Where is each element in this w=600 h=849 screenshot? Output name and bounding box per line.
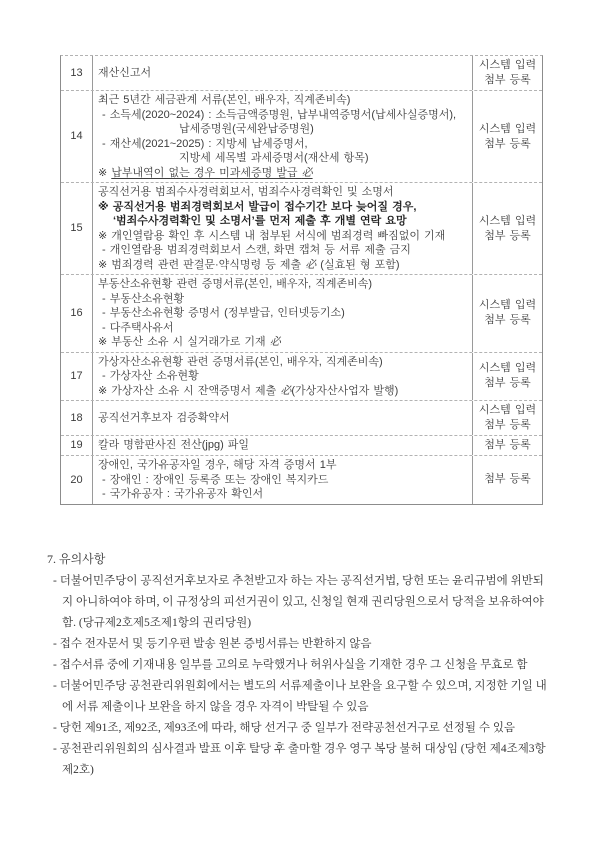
status-line: 첨부 등록	[484, 74, 531, 86]
content-line	[98, 335, 468, 350]
content-line	[98, 166, 468, 181]
text-segment: 장애인, 국가유공자일 경우, 해당 자격 증명서 1부	[98, 459, 337, 471]
row-status	[473, 353, 542, 401]
row-number: 19	[61, 436, 93, 455]
status-line: 첨부 등록	[484, 473, 531, 486]
content-line	[98, 93, 468, 108]
text-segment: 부동산소유현황 관련 증명서류(본인, 배우자, 직계존비속)	[98, 278, 373, 290]
row-number: 20	[61, 456, 93, 504]
content-line	[98, 438, 468, 453]
row-content	[93, 183, 473, 274]
text-segment: ※	[98, 166, 112, 179]
table-row	[61, 275, 542, 353]
row-number: 13	[61, 56, 93, 90]
status-line: 첨부 등록	[484, 137, 531, 150]
row-status	[473, 56, 542, 90]
content-line	[98, 355, 468, 370]
status-line: 첨부 등록	[484, 377, 531, 390]
note-item: - 더불어민주당 공천관리위원회에서는 별도의 서류제출이나 보완을 요구할 수 있으며, 지정한 기일 내에 서류 제출이나 보완을 하지 않을 경우 자격이 박탈될 수 있음	[53, 680, 547, 713]
row-status	[473, 456, 542, 504]
content-line	[98, 151, 468, 166]
content-line	[98, 411, 468, 426]
text-segment: (가상자산사업자 발행)	[291, 384, 399, 397]
status-line: 시스템 입력	[478, 404, 537, 416]
table-row	[61, 436, 542, 456]
status-line: 첨부 등록	[484, 419, 531, 431]
notes-title: 7. 유의사항	[47, 552, 106, 566]
row-status	[473, 183, 542, 274]
content-line	[98, 473, 468, 488]
content-line	[98, 384, 468, 399]
table-row	[61, 91, 542, 183]
row-content	[93, 353, 473, 401]
text-segment: - 부동산소유현황	[102, 292, 185, 305]
content-line	[98, 487, 468, 502]
text-segment: 공직선거용 범죄수사경력회보서, 범죄수사경력확인 및 소명서	[98, 186, 394, 198]
text-segment: 재산신고서	[98, 66, 152, 79]
status-line: 첨부 등록	[484, 314, 531, 327]
text-segment: ※ 부동산 소유 시 실거래가로 기재	[98, 336, 270, 348]
note-item: - 더불어민주당이 공직선거후보자로 추천받고자 하는 자는 공직선거법, 당헌 또는 윤리규범에 위반되지 아니하여야 하며, 이 규정상의 피선거권이 있고, 신청일 현재 권리당원으로서 당적을 보유하여야 함. (당규제2호제5조제1항의 권리당원)	[53, 575, 544, 629]
row-content	[93, 56, 473, 90]
status-line: 첨부 등록	[484, 439, 531, 451]
content-line	[98, 229, 468, 244]
content-line	[98, 277, 468, 292]
row-status	[473, 401, 542, 435]
row-content	[93, 456, 473, 504]
text-segment: ‘범죄수사경력확인 및 소명서’를 먼저 제출 후 개별 연락 요망	[113, 215, 407, 227]
text-segment: - 부동산소유현황 증명서 (정부발급, 인터넷등기소)	[102, 307, 345, 319]
row-number: 15	[61, 183, 93, 274]
notes-list	[47, 571, 554, 781]
content-line	[98, 66, 468, 81]
text-segment: 최근 5년간 세금관계 서류(본인, 배우자, 직계존비속)	[98, 94, 351, 106]
status-line: 시스템 입력	[478, 122, 537, 135]
required-mark: 必	[280, 383, 292, 397]
table-row	[61, 56, 542, 91]
status-line: 시스템 입력	[478, 299, 537, 312]
content-line	[98, 200, 468, 215]
text-segment: 납부내역이 없는 경우 미과세증명 발급	[111, 166, 302, 179]
note-item: - 당헌 제91조, 제92조, 제93조에 따라, 해당 선거구 중 일부가 전략공천선거구로 선정될 수 있음	[53, 722, 516, 734]
text-segment: - 가상자산 소유현황	[102, 370, 199, 382]
text-segment: - 장애인 : 장애인 등록증 또는 장애인 복지카드	[102, 473, 329, 486]
text-segment: - 개인열람용 범죄경력회보서 스캔, 화면 캡쳐 등 서류 제출 금지	[102, 244, 411, 256]
text-segment: - 재산세(2021~2025) : 지방세 납세증명서,	[102, 137, 308, 150]
text-segment: 공직선거후보자 검증확약서	[98, 411, 230, 424]
required-mark: 必	[301, 165, 313, 179]
row-number: 17	[61, 353, 93, 401]
content-line	[98, 243, 468, 258]
table-row	[61, 183, 542, 275]
row-content	[93, 275, 473, 352]
table-row	[61, 401, 542, 436]
content-line	[98, 306, 468, 321]
note-item: - 공천관리위원회의 심사결과 발표 이후 탈당 후 출마할 경우 영구 복당 불허 대상임 (당헌 제4조제3항제2호)	[53, 743, 546, 776]
row-status	[473, 91, 542, 182]
status-line: 시스템 입력	[478, 362, 537, 375]
text-segment: ※ 범죄경력 관련 판결문·약식명령 등 제출	[98, 258, 306, 271]
text-segment: 납세증명원(국세완납증명원)	[179, 123, 314, 135]
status-line: 첨부 등록	[484, 229, 531, 242]
requirements-table	[60, 55, 543, 505]
content-line	[98, 292, 468, 307]
status-line: 시스템 입력	[478, 59, 537, 71]
row-content	[93, 91, 473, 182]
row-number: 16	[61, 275, 93, 352]
status-line: 시스템 입력	[478, 214, 537, 227]
text-segment: - 다주택사유서	[102, 321, 174, 334]
text-segment: ※ 가상자산 소유 시 잔액증명서 제출	[98, 384, 281, 397]
row-number: 14	[61, 91, 93, 182]
content-line	[98, 122, 468, 137]
note-item: - 접수서류 중에 기재내용 일부를 고의로 누락했거나 허위사실을 기재한 경우 그 신청을 무효로 함	[53, 659, 528, 671]
table-row	[61, 353, 542, 402]
content-line	[98, 458, 468, 473]
content-line	[98, 214, 468, 229]
text-segment: - 소득세(2020~2024) : 소득금액증명원, 납부내역증명서(납세사실증명서),	[102, 108, 457, 121]
text-segment: 지방세 세목별 과세증명서(재산세 항목)	[179, 152, 369, 164]
row-status	[473, 436, 542, 455]
content-line	[98, 258, 468, 273]
required-mark: 必	[269, 335, 281, 348]
text-segment: ※ 개인열람용 확인 후 시스템 내 첨부된 서식에 범죄경력 빠짐없이 기재	[98, 229, 446, 242]
content-line	[98, 321, 468, 336]
note-item: - 접수 전자문서 및 등기우편 발송 원본 증빙서류는 반환하지 않음	[53, 638, 372, 650]
content-line	[98, 185, 468, 200]
table-row	[61, 456, 542, 504]
row-content	[93, 436, 473, 455]
content-line	[98, 137, 468, 152]
row-number: 18	[61, 401, 93, 435]
row-content	[93, 401, 473, 435]
text-segment: ※ 공직선거용 범죄경력회보서 발급이 접수기간 보다 늦어질 경우,	[98, 200, 417, 213]
content-line	[98, 108, 468, 123]
content-line	[98, 369, 468, 384]
text-segment: 칼라 명함판사진 전산(jpg) 파일	[98, 439, 250, 452]
row-status	[473, 275, 542, 352]
text-segment: - 국가유공자 : 국가유공자 확인서	[102, 488, 264, 500]
text-segment: (실효된 형 포함)	[316, 258, 400, 271]
notes-section	[47, 549, 554, 781]
text-segment: 가상자산소유현황 관련 증명서류(본인, 배우자, 직계존비속)	[98, 355, 383, 368]
required-mark: 必	[305, 257, 317, 271]
